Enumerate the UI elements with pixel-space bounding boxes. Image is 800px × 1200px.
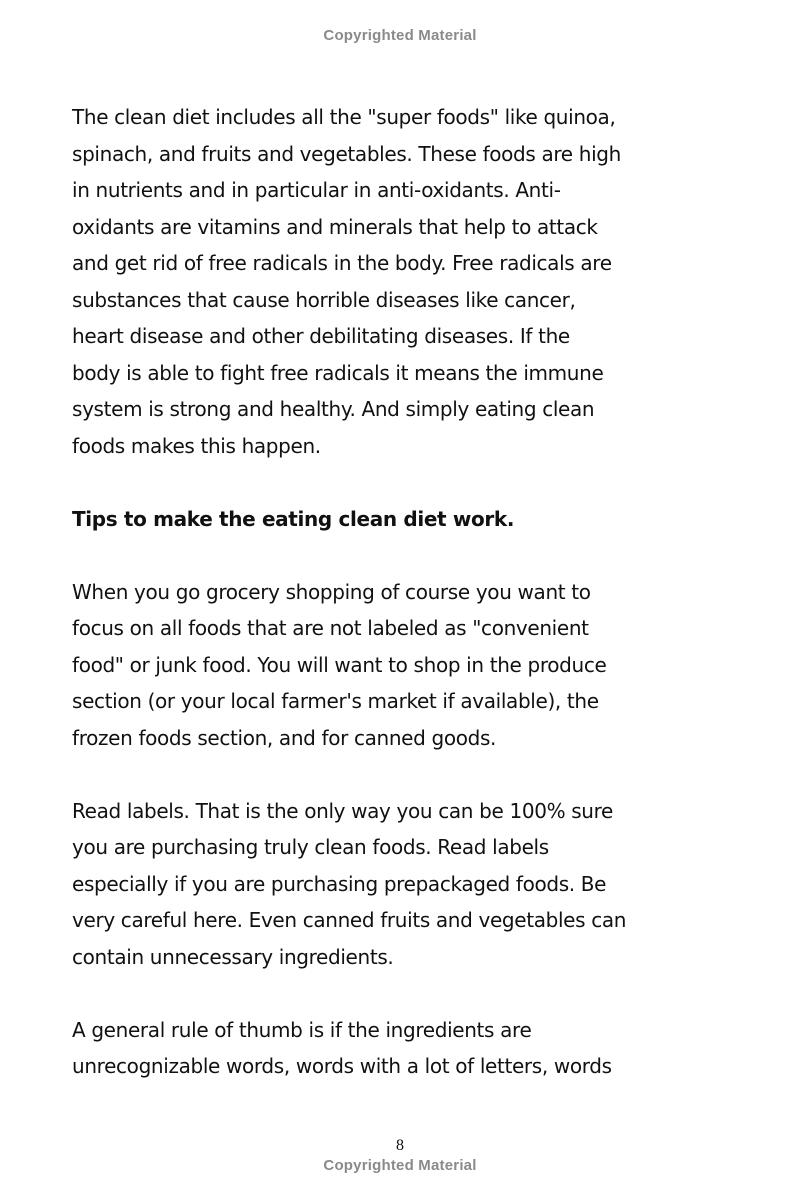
paragraph-rule-of-thumb: A general rule of thumb is if the ingredients are unrecognizable words, words with a lot of letters, words [72,1017,612,1078]
section-heading: Tips to make the eating clean diet work. [72,506,515,531]
page-content [72,99,692,1085]
page-number: 8 [396,1137,404,1154]
paragraph-read-labels: Read labels. That is the only way you can be 100% sure you are purchasing truly clean foods. Read labels especially if you are purchasing prepackaged foods. Be very careful here. Even canned fruits and vegetables can contain unnecessary ingredients. [72,798,627,969]
watermark-top: Copyrighted Material [323,27,477,44]
paragraph-clean-diet: The clean diet includes all the "super foods" like quinoa, spinach, and fruits and vegetables. These foods are high in nutrients and in particular in anti-oxidants. Anti- oxidants are vitamins and minerals that help to attack and get rid of free radicals in the body. Free radicals are substances that cause horrible diseases like cancer, heart disease and other debilitating diseases. If the body is able to fight free radicals it means the immune system is strong and healthy. And simply eating clean foods makes this happen. [72,105,621,458]
paragraph-grocery-shopping: When you go grocery shopping of course you want to focus on all foods that are not labeled as "convenient food" or junk food. You will want to shop in the produce section (or your local farmer's market if available), the frozen foods section, and for canned goods. [72,579,607,750]
watermark-bottom: Copyrighted Material [323,1157,477,1174]
